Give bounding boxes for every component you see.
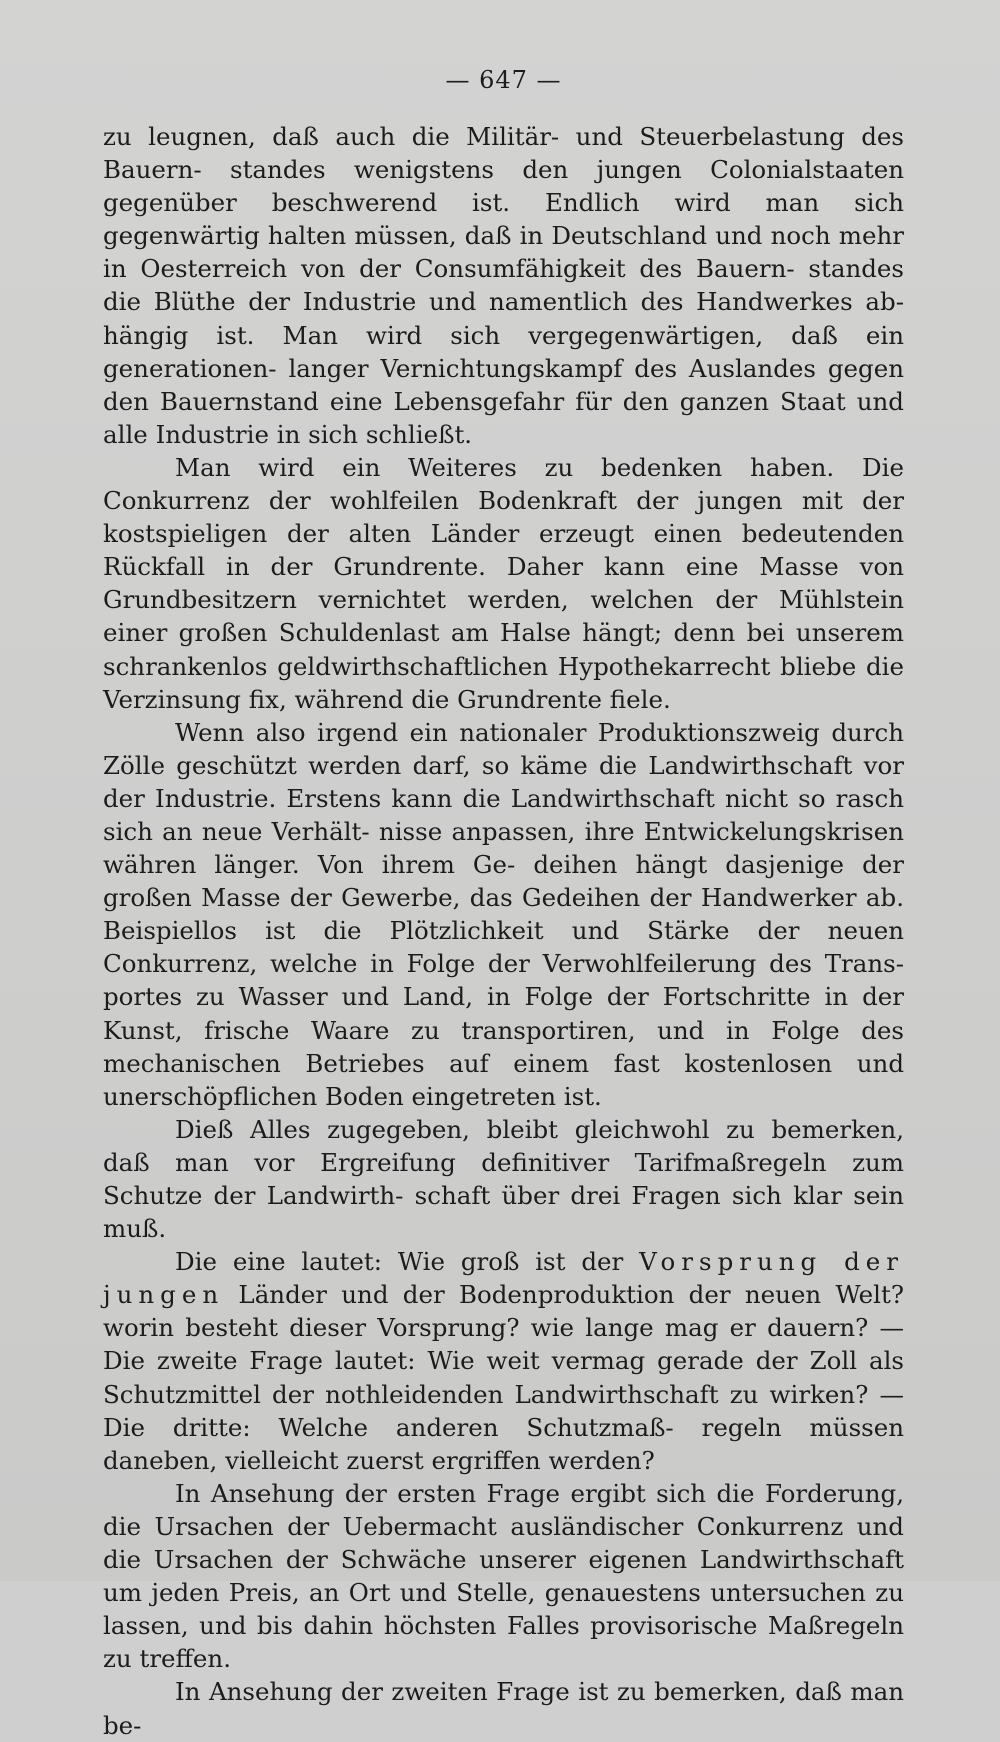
emphasized-phrase: Vorsprung der jungen: [103, 1247, 904, 1310]
paragraph-2: Man wird ein Weiteres zu bedenken haben. Die Conkurrenz der wohlfeilen Bodenkraft der jungen mit der kostspieligen der alten Länder erzeugt einen bedeutenden Rückfall in der Grundrente. Daher kann eine Masse von Grundbesitzern vernichtet werden, welchen der Mühlstein einer großen Schuldenlast am Halse hängt; denn bei unserem schrankenlos geldwirthschaftlichen Hypothekarrecht bliebe die Verzinsung fix, während die Grundrente fiele.: [103, 452, 904, 714]
paragraph-5-start: Die eine lautet: Wie groß ist der: [175, 1247, 640, 1277]
paragraph-3: Wenn also irgend ein nationaler Produktionszweig durch Zölle geschützt werden darf, so käme die Landwirthschaft vor der Industrie. Erstens kann die Landwirthschaft nicht so rasch sich an neue Verhält- nisse anpassen, ihre Entwickelungskrisen währen länger. Von ihrem Ge- deihen hängt dasjenige der großen Masse der Gewerbe, das Gedeihen der Handwerker ab. Beispiellos ist die Plötzlichkeit und Stärke der neuen Conkurrenz, welche in Folge der Verwohlfeilerung des Trans- portes zu Wasser und Land, in Folge der Fortschritte in der Kunst, frische Waare zu transportiren, und in Folge des mechanischen Betriebes auf einem fast kostenlosen und unerschöpflichen Boden eingetreten ist.: [103, 717, 904, 1111]
page-body: [103, 120, 904, 1742]
paragraph-7: In Ansehung der zweiten Frage ist zu bemerken, daß man be-: [103, 1677, 904, 1740]
page-number: — 647 —: [445, 66, 562, 94]
paragraph-5-rest: Länder und der Bodenproduktion der neuen Welt? worin besteht dieser Vorsprung? wie lange mag er dauern? — Die zweite Frage lautet: Wie weit vermag gerade der Zoll als Schutzmittel der nothleidenden Landwirthschaft zu wirken? — Die dritte: Welche anderen Schutzmaß- regeln müssen daneben, vielleicht zuerst ergriffen werden?: [103, 1280, 904, 1475]
paragraph-6: In Ansehung der ersten Frage ergibt sich die Forderung, die Ursachen der Uebermacht ausländischer Conkurrenz und die Ursachen der Schwäche unserer eigenen Landwirthschaft um jeden Preis, an Ort und Stelle, genauestens untersuchen zu lassen, und bis dahin höchsten Falles provisorische Maßregeln zu treffen.: [103, 1478, 904, 1674]
paragraph-5: [103, 1245, 904, 1477]
paragraph-1: zu leugnen, daß auch die Militär- und Steuerbelastung des Bauern- standes wenigstens den jungen Colonialstaaten gegenüber beschwerend ist. Endlich wird man sich gegenwärtig halten müssen, daß in Deutschland und noch mehr in Oesterreich von der Consumfähigkeit des Bauern- standes die Blüthe der Industrie und namentlich des Handwerkes ab- hängig ist. Man wird sich vergegenwärtigen, daß ein generationen- langer Vernichtungskampf des Auslandes gegen den Bauernstand eine Lebensgefahr für den ganzen Staat und alle Industrie in sich schließt.: [103, 122, 904, 449]
paragraph-4: Dieß Alles zugegeben, bleibt gleichwohl zu bemerken, daß man vor Ergreifung definitiver Tarifmaßregeln zum Schutze der Landwirth- schaft über drei Fragen sich klar sein muß.: [103, 1114, 904, 1244]
